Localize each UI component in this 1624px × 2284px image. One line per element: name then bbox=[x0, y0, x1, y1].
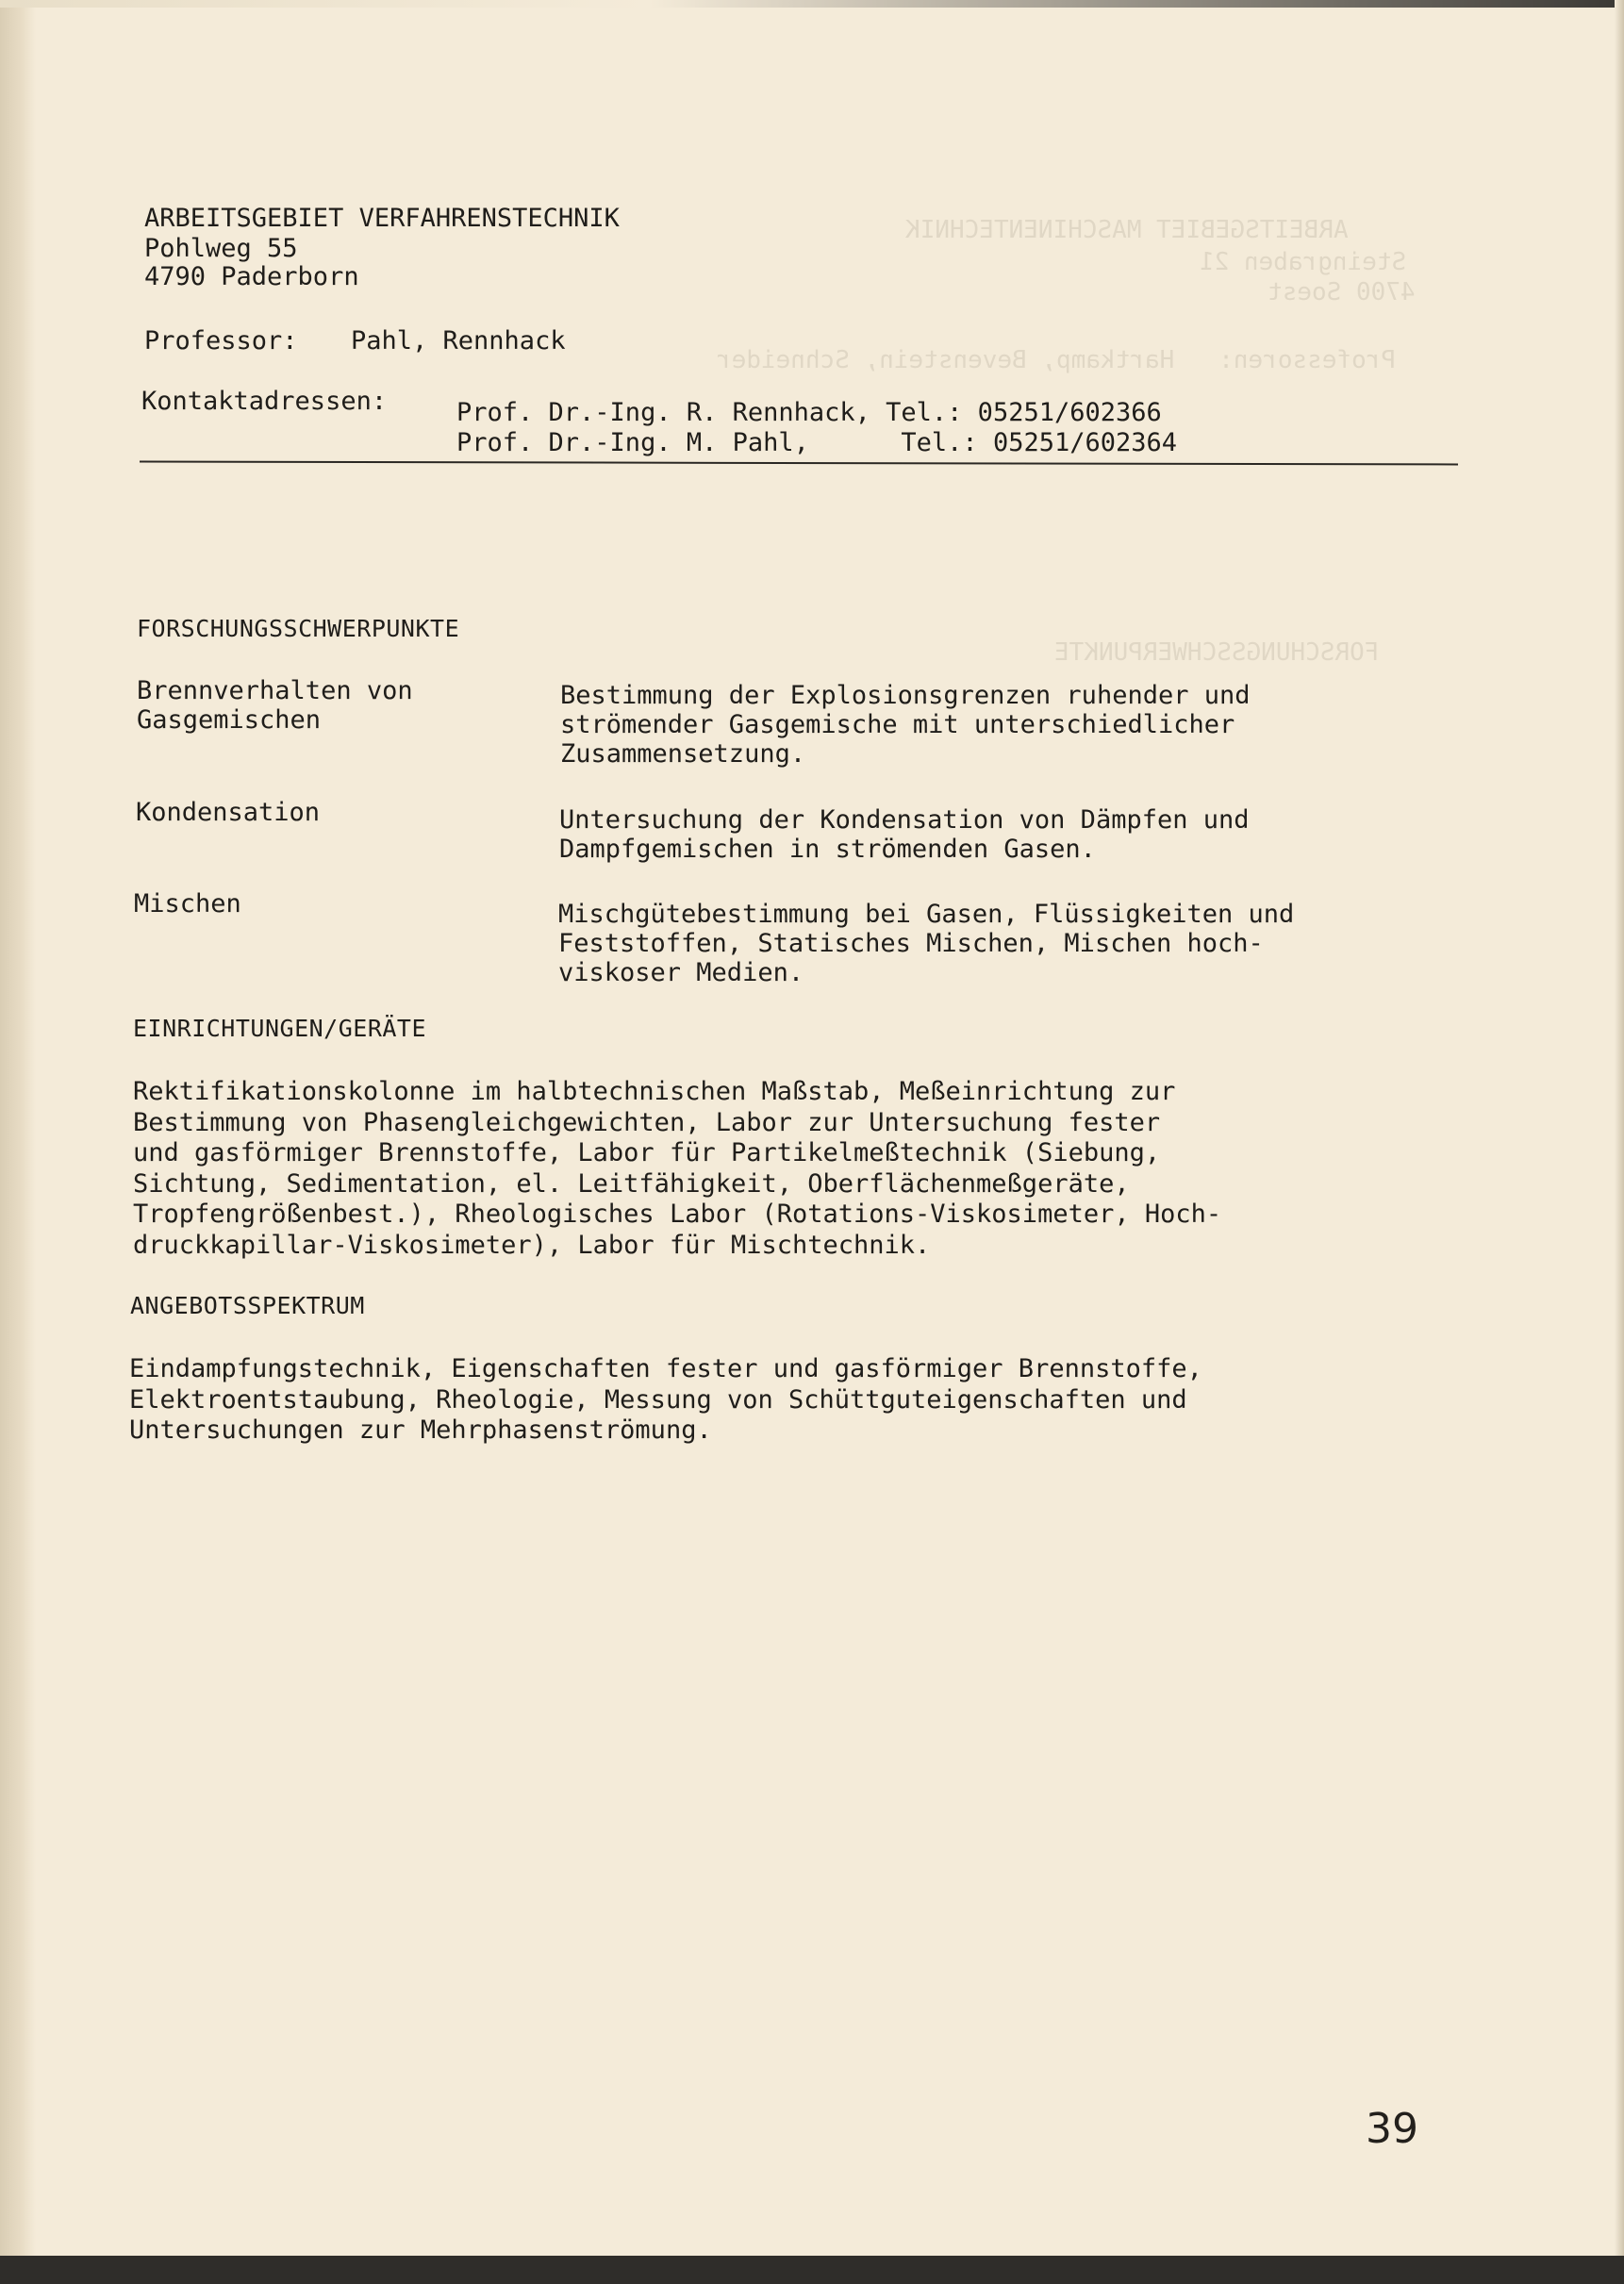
show-through-line: ARBEITSGEBIET MASCHINENTECHNIK bbox=[905, 216, 1349, 244]
professors-label: Professor: bbox=[144, 326, 298, 356]
show-through-line: FORSCHUNGSSCHWERPUNKTE bbox=[1054, 638, 1380, 667]
research-term: Kondensation bbox=[136, 798, 321, 827]
contact-line: Prof. Dr.-Ing. R. Rennhack, Tel.: 05251/602366 bbox=[456, 398, 1162, 427]
research-term: Brennverhalten von Gasgemischen bbox=[137, 676, 413, 735]
institute-title: ARBEITSGEBIET VERFAHRENSTECHNIK bbox=[144, 204, 620, 233]
city-address: 4790 Paderborn bbox=[144, 262, 359, 291]
top-edge bbox=[0, 0, 1624, 8]
professors-names: Pahl, Rennhack bbox=[351, 326, 566, 356]
research-description: Untersuchung der Kondensation von Dämpfen und Dampfgemischen in strömenden Gasen. bbox=[559, 805, 1250, 864]
bottom-edge bbox=[0, 2256, 1624, 2284]
contact-line: Prof. Dr.-Ing. M. Pahl, Tel.: 05251/602364 bbox=[456, 428, 1178, 457]
header-divider bbox=[140, 461, 1458, 466]
street-address: Pohlweg 55 bbox=[144, 234, 298, 263]
binding-shadow bbox=[0, 0, 36, 2284]
research-description: Mischgütebestimmung bei Gasen, Flüssigkeiten und Feststoffen, Statisches Mischen, Mischen hoch- viskoser Medien. bbox=[558, 900, 1295, 987]
equipment-heading: EINRICHTUNGEN/GERÄTE bbox=[133, 1015, 427, 1042]
research-heading: FORSCHUNGSSCHWERPUNKTE bbox=[137, 615, 460, 642]
offers-heading: ANGEBOTSSPEKTRUM bbox=[130, 1292, 365, 1319]
research-term: Mischen bbox=[134, 889, 241, 919]
show-through-line: Professoren: Hartkamp, Bevenstein, Schneider bbox=[717, 346, 1397, 374]
show-through-line: Steingraben 21 bbox=[1200, 248, 1407, 276]
research-description: Bestimmung der Explosionsgrenzen ruhender und strömender Gasgemische mit unterschiedlicher Zusammensetzung. bbox=[560, 681, 1251, 769]
equipment-text: Rektifikationskolonne im halbtechnischen Maßstab, Meßeinrichtung zur Bestimmung von Phasengleichgewichten, Labor zur Untersuchung fester und gasförmiger Brennstoffe, Labor für Partikelmeßtechnik (Siebung, Sichtung, Sedimentation, el. Leitfähigkeit, Oberflächenmeßgeräte, Tropfengrößenbest.), Rheologisches Labor (Rotations-Viskosimeter, Hoch- druckkapillar-Viskosimeter), Labor für Mischtechnik. bbox=[133, 1077, 1222, 1260]
offers-text: Eindampfungstechnik, Eigenschaften fester und gasförmiger Brennstoffe, Elektroentstaubung, Rheologie, Messung von Schüttguteigenschaften und Untersuchungen zur Mehrphasenströmung. bbox=[129, 1354, 1202, 1445]
right-edge bbox=[1615, 0, 1624, 2284]
contacts-label: Kontaktadressen: bbox=[141, 387, 388, 416]
page-number: 39 bbox=[1366, 2105, 1418, 2153]
show-through-line: 4700 Soest bbox=[1268, 278, 1416, 306]
